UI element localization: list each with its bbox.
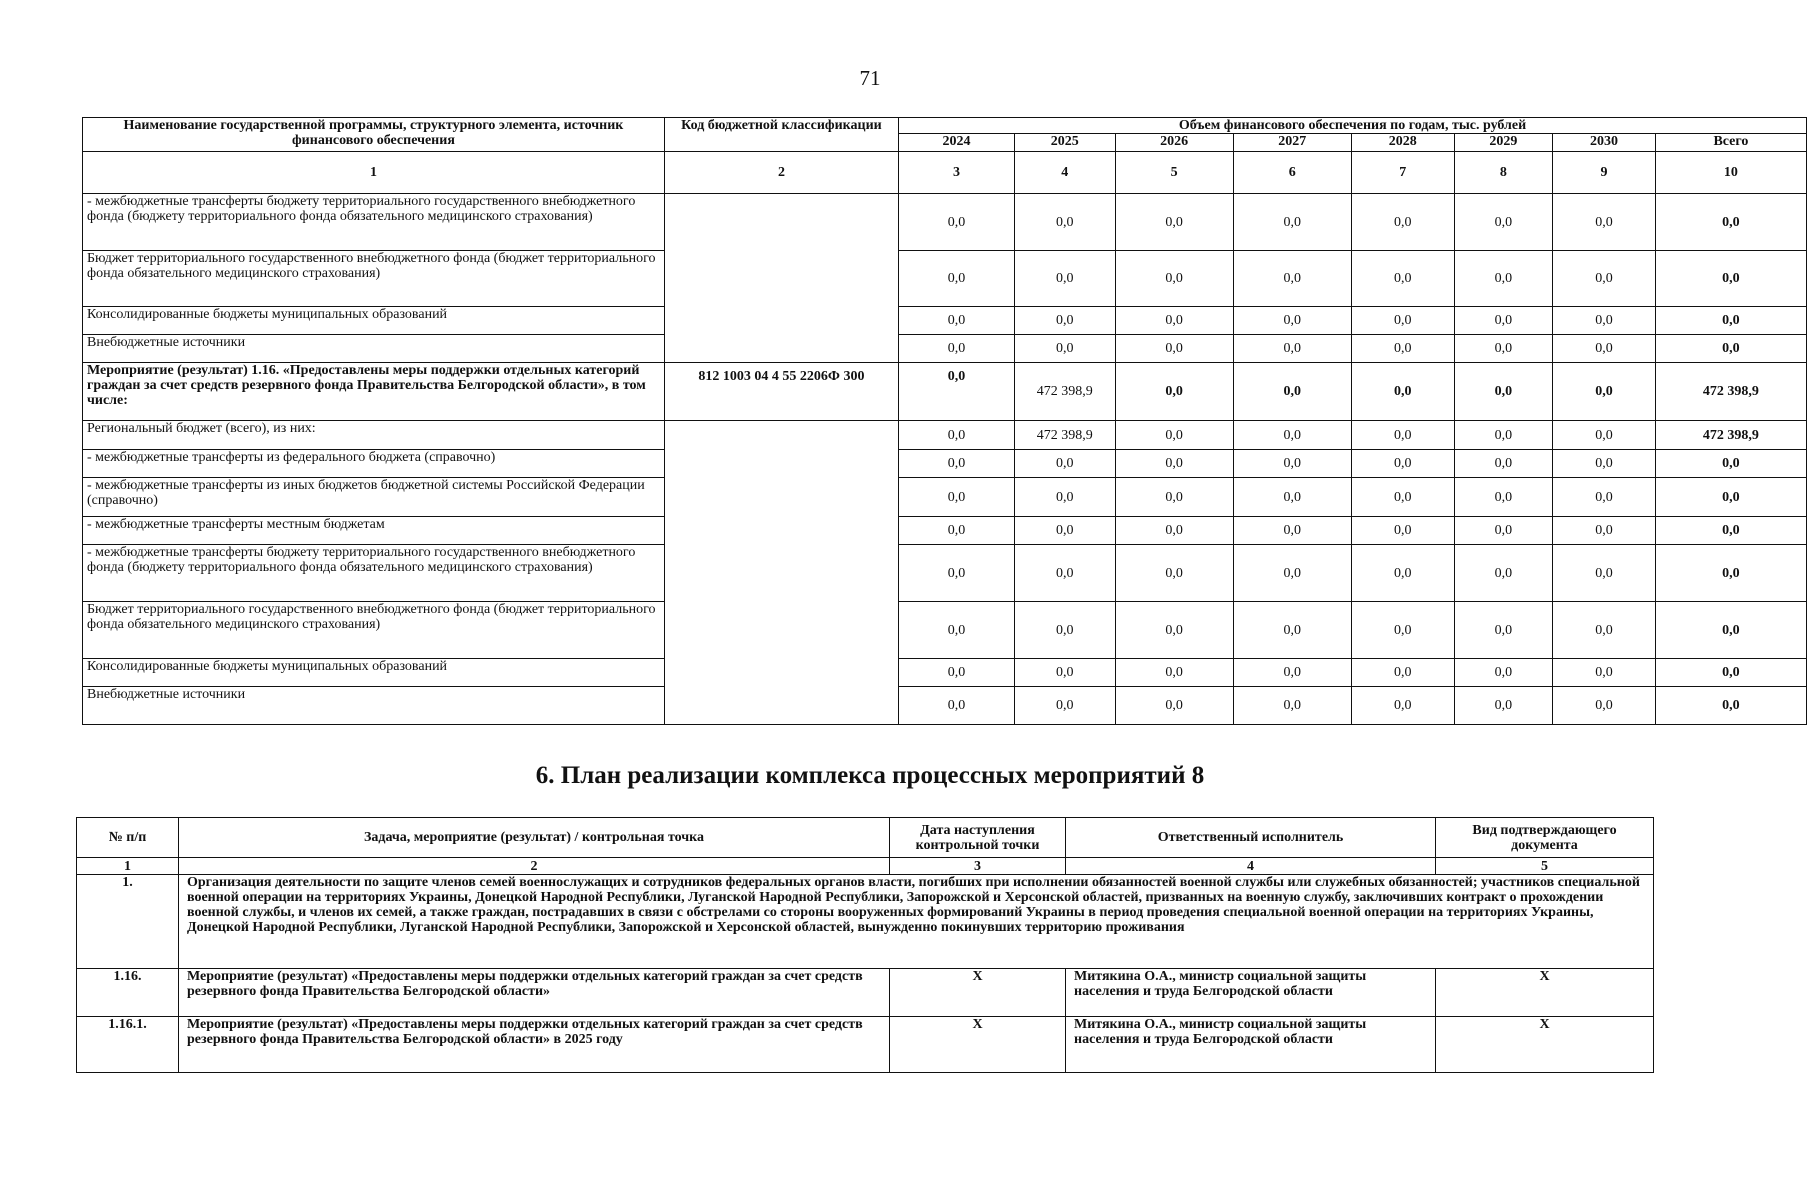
value-cell: 0,0	[1351, 687, 1454, 725]
row-responsible: Митякина О.А., министр социальной защиты населения и труда Белгородской области	[1066, 969, 1436, 1017]
table-row	[83, 421, 1807, 450]
value-cell: 0,0	[1553, 363, 1656, 421]
value-cell: 0,0	[1014, 545, 1115, 602]
total-cell: 0,0	[1655, 602, 1806, 659]
row-name: - межбюджетные трансферты из иных бюджетов бюджетной системы Российской Федерации (справочно)	[83, 478, 665, 517]
value-cell: 0,0	[1553, 251, 1656, 307]
table-row	[77, 1017, 1654, 1073]
header-name: Наименование государственной программы, структурного элемента, источник финансового обеспечения	[83, 118, 665, 152]
value-cell: 0,0	[1454, 517, 1552, 545]
value-cell: 0,0	[1454, 363, 1552, 421]
value-cell: 0,0	[1553, 421, 1656, 450]
value-cell: 0,0	[898, 602, 1014, 659]
total-cell: 0,0	[1655, 478, 1806, 517]
row-number: 1.16.1.	[77, 1017, 179, 1073]
value-cell: 0,0	[1115, 421, 1233, 450]
value-cell: 0,0	[1115, 602, 1233, 659]
value-cell: 0,0	[1233, 335, 1351, 363]
value-cell: 0,0	[1454, 335, 1552, 363]
col-number: 4	[1066, 858, 1436, 875]
row-responsible: Митякина О.А., министр социальной защиты населения и труда Белгородской области	[1066, 1017, 1436, 1073]
value-cell: 0,0	[1553, 194, 1656, 251]
code-cell-empty	[664, 421, 898, 725]
table-row	[83, 335, 1807, 363]
row-name: Консолидированные бюджеты муниципальных образований	[83, 307, 665, 335]
value-cell: 0,0	[1233, 659, 1351, 687]
header-task: Задача, мероприятие (результат) / контрольная точка	[179, 818, 890, 858]
value-cell: 0,0	[1351, 335, 1454, 363]
value-cell: 472 398,9	[1014, 363, 1115, 421]
value-cell: 0,0	[898, 545, 1014, 602]
col-number: 10	[1655, 152, 1806, 194]
total-cell: 0,0	[1655, 450, 1806, 478]
value-cell: 0,0	[1454, 450, 1552, 478]
row-name: Бюджет территориального государственного внебюджетного фонда (бюджет территориального фонда обязательного медицинского страхования)	[83, 602, 665, 659]
value-cell: 0,0	[1014, 478, 1115, 517]
total-cell: 0,0	[1655, 251, 1806, 307]
col-number: 2	[179, 858, 890, 875]
table-row	[77, 969, 1654, 1017]
plan-table	[76, 817, 1654, 1073]
col-number: 8	[1454, 152, 1552, 194]
total-cell: 472 398,9	[1655, 363, 1806, 421]
value-cell: 0,0	[1115, 450, 1233, 478]
value-cell: 0,0	[1454, 545, 1552, 602]
value-cell: 0,0	[1233, 602, 1351, 659]
row-doc: Х	[1436, 1017, 1654, 1073]
value-cell: 0,0	[898, 478, 1014, 517]
row-task: Мероприятие (результат) «Предоставлены меры поддержки отдельных категорий граждан за счет средств резервного фонда Правительства Белгородской области»	[179, 969, 890, 1017]
value-cell: 0,0	[1233, 517, 1351, 545]
value-cell: 0,0	[1553, 545, 1656, 602]
value-cell: 0,0	[898, 687, 1014, 725]
value-cell: 0,0	[1553, 517, 1656, 545]
value-cell: 0,0	[1553, 602, 1656, 659]
header-code: Код бюджетной классификации	[664, 118, 898, 152]
total-cell: 0,0	[1655, 517, 1806, 545]
value-cell: 0,0	[1454, 194, 1552, 251]
header-year: 2029	[1454, 134, 1552, 152]
table-row	[83, 478, 1807, 517]
value-cell: 0,0	[1233, 421, 1351, 450]
value-cell: 0,0	[898, 659, 1014, 687]
total-cell: 0,0	[1655, 194, 1806, 251]
value-cell: 0,0	[1351, 251, 1454, 307]
row-name: Консолидированные бюджеты муниципальных образований	[83, 659, 665, 687]
value-cell: 0,0	[1553, 307, 1656, 335]
table-row	[83, 517, 1807, 545]
header-year: 2025	[1014, 134, 1115, 152]
value-cell: 0,0	[1351, 363, 1454, 421]
value-cell: 0,0	[898, 450, 1014, 478]
value-cell: 0,0	[898, 421, 1014, 450]
row-task: Мероприятие (результат) «Предоставлены меры поддержки отдельных категорий граждан за счет средств резервного фонда Правительства Белгородской области» в 2025 году	[179, 1017, 890, 1073]
value-cell: 0,0	[1351, 478, 1454, 517]
row-name: - межбюджетные трансферты бюджету территориального государственного внебюджетного фонда (бюджету территориального фонда обязательного медицинского страхования)	[83, 545, 665, 602]
table-row	[83, 450, 1807, 478]
value-cell: 0,0	[1553, 478, 1656, 517]
value-cell: 0,0	[1115, 659, 1233, 687]
table-row	[83, 687, 1807, 725]
total-cell: 472 398,9	[1655, 421, 1806, 450]
value-cell: 0,0	[1233, 194, 1351, 251]
row-name: - межбюджетные трансферты бюджету территориального государственного внебюджетного фонда (бюджету территориального фонда обязательного медицинского страхования)	[83, 194, 665, 251]
total-cell: 0,0	[1655, 687, 1806, 725]
row-name: - межбюджетные трансферты местным бюджетам	[83, 517, 665, 545]
code-cell-empty	[664, 194, 898, 363]
value-cell: 0,0	[1454, 251, 1552, 307]
value-cell: 0,0	[1351, 517, 1454, 545]
value-cell: 0,0	[898, 251, 1014, 307]
value-cell: 0,0	[1115, 687, 1233, 725]
value-cell: 0,0	[1454, 602, 1552, 659]
col-number: 9	[1553, 152, 1656, 194]
row-name: Внебюджетные источники	[83, 687, 665, 725]
value-cell: 0,0	[898, 307, 1014, 335]
value-cell: 0,0	[1553, 450, 1656, 478]
value-cell: 0,0	[1553, 335, 1656, 363]
value-cell: 0,0	[1115, 517, 1233, 545]
value-cell: 0,0	[1115, 307, 1233, 335]
value-cell: 472 398,9	[1014, 421, 1115, 450]
task-row	[77, 875, 1654, 969]
header-year: 2030	[1553, 134, 1656, 152]
value-cell: 0,0	[1553, 659, 1656, 687]
value-cell: 0,0	[1014, 194, 1115, 251]
value-cell: 0,0	[1014, 450, 1115, 478]
row-doc: Х	[1436, 969, 1654, 1017]
header-year: 2028	[1351, 134, 1454, 152]
header-total: Всего	[1655, 134, 1806, 152]
table-row	[83, 602, 1807, 659]
table-row	[83, 307, 1807, 335]
value-cell: 0,0	[1351, 602, 1454, 659]
value-cell: 0,0	[1454, 421, 1552, 450]
header-volume: Объем финансового обеспечения по годам, тыс. рублей	[898, 118, 1806, 134]
value-cell: 0,0	[1351, 194, 1454, 251]
col-number: 1	[77, 858, 179, 875]
row-name: Бюджет территориального государственного внебюджетного фонда (бюджет территориального фонда обязательного медицинского страхования)	[83, 251, 665, 307]
page-number: 71	[859, 66, 881, 90]
value-cell: 0,0	[1233, 545, 1351, 602]
value-cell: 0,0	[1454, 659, 1552, 687]
header-year: 2027	[1233, 134, 1351, 152]
value-cell: 0,0	[1115, 478, 1233, 517]
value-cell: 0,0	[1115, 335, 1233, 363]
col-number: 2	[664, 152, 898, 194]
header-year: 2026	[1115, 134, 1233, 152]
value-cell: 0,0	[898, 335, 1014, 363]
value-cell: 0,0	[1454, 478, 1552, 517]
value-cell: 0,0	[1014, 517, 1115, 545]
task-text: Организация деятельности по защите членов семей военнослужащих и сотрудников федеральных органов власти, погибших при исполнении обязанностей военной службы или служебных обязанностей; участников специальной военной операции на территориях Украины, Донецкой Народной Республики, Луганской Народной Республики, Запорожской и Херсонской областей, призванных на военную службу, заключивших контракт о прохождении военной службы, и членов их семей, а также граждан, пострадавших в связи с обстрелами со стороны вооруженных формирований Украины в период проведения специальной военной операции на территориях Украины, Донецкой Народной Республики, Луганской Народной Республики, Запорожской и Херсонской областей, вынужденно покинувших территорию проживания	[179, 875, 1654, 969]
finance-table	[82, 117, 1807, 725]
value-cell: 0,0	[1351, 545, 1454, 602]
value-cell: 0,0	[1014, 251, 1115, 307]
header-responsible: Ответственный исполнитель	[1066, 818, 1436, 858]
row-name: Мероприятие (результат) 1.16. «Предоставлены меры поддержки отдельных категорий граждан за счет средств резервного фонда Правительства Белгородской области», в том числе:	[83, 363, 665, 421]
col-number: 6	[1233, 152, 1351, 194]
value-cell: 0,0	[1351, 450, 1454, 478]
value-cell: 0,0	[1233, 478, 1351, 517]
col-number: 1	[83, 152, 665, 194]
value-cell: 0,0	[1351, 421, 1454, 450]
value-cell: 0,0	[1351, 659, 1454, 687]
value-cell: 0,0	[1115, 363, 1233, 421]
value-cell: 0,0	[1014, 335, 1115, 363]
value-cell: 0,0	[898, 194, 1014, 251]
table-row	[83, 194, 1807, 251]
value-cell: 0,0	[1553, 687, 1656, 725]
col-number: 3	[898, 152, 1014, 194]
task-number: 1.	[77, 875, 179, 969]
section-title: 6. План реализации комплекса процессных мероприятий 8	[535, 762, 1205, 789]
col-number: 5	[1115, 152, 1233, 194]
col-number: 4	[1014, 152, 1115, 194]
header-num: № п/п	[77, 818, 179, 858]
header-date: Дата наступления контрольной точки	[890, 818, 1066, 858]
row-date: Х	[890, 969, 1066, 1017]
value-cell: 0,0	[1115, 251, 1233, 307]
total-cell: 0,0	[1655, 307, 1806, 335]
value-cell: 0,0	[1115, 194, 1233, 251]
table-row	[83, 545, 1807, 602]
col-number: 5	[1436, 858, 1654, 875]
value-cell: 0,0	[1233, 687, 1351, 725]
value-cell: 0,0	[1014, 602, 1115, 659]
budget-code: 812 1003 04 4 55 2206Ф 300	[664, 363, 898, 421]
col-number: 3	[890, 858, 1066, 875]
value-cell: 0,0	[898, 363, 1014, 421]
value-cell: 0,0	[1454, 687, 1552, 725]
value-cell: 0,0	[1233, 307, 1351, 335]
value-cell: 0,0	[1233, 363, 1351, 421]
value-cell: 0,0	[898, 517, 1014, 545]
row-name: Внебюджетные источники	[83, 335, 665, 363]
row-name: - межбюджетные трансферты из федерального бюджета (справочно)	[83, 450, 665, 478]
value-cell: 0,0	[1014, 659, 1115, 687]
value-cell: 0,0	[1014, 687, 1115, 725]
table-row	[83, 363, 1807, 421]
value-cell: 0,0	[1454, 307, 1552, 335]
value-cell: 0,0	[1351, 307, 1454, 335]
total-cell: 0,0	[1655, 335, 1806, 363]
row-number: 1.16.	[77, 969, 179, 1017]
value-cell: 0,0	[1233, 251, 1351, 307]
total-cell: 0,0	[1655, 545, 1806, 602]
header-year: 2024	[898, 134, 1014, 152]
row-name: Региональный бюджет (всего), из них:	[83, 421, 665, 450]
total-cell: 0,0	[1655, 659, 1806, 687]
row-date: Х	[890, 1017, 1066, 1073]
table-row	[83, 659, 1807, 687]
value-cell: 0,0	[1115, 545, 1233, 602]
col-number: 7	[1351, 152, 1454, 194]
value-cell: 0,0	[1233, 450, 1351, 478]
value-cell: 0,0	[1014, 307, 1115, 335]
header-doc: Вид подтверждающего документа	[1436, 818, 1654, 858]
table-row	[83, 251, 1807, 307]
